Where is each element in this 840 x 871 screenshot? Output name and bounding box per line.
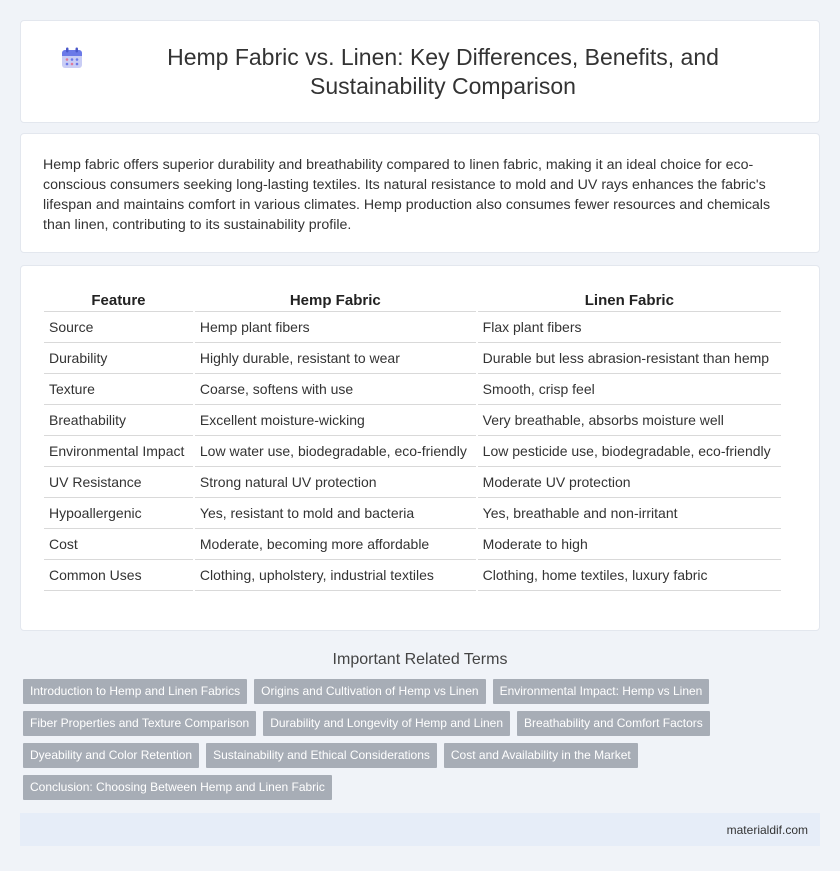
related-terms-title: Important Related Terms — [332, 651, 508, 668]
hemp-cell: Yes, resistant to mold and bacteria — [195, 498, 476, 529]
linen-cell: Very breathable, absorbs moisture well — [478, 405, 781, 436]
linen-cell: Yes, breathable and non-irritant — [478, 498, 781, 529]
linen-cell: Smooth, crisp feel — [478, 374, 781, 405]
linen-cell: Flax plant fibers — [478, 312, 781, 343]
page-title: Hemp Fabric vs. Linen: Key Differences, Benefits, and Sustainability Comparison — [167, 43, 719, 99]
comparison-table-card — [20, 265, 820, 631]
feature-cell: Common Uses — [44, 560, 193, 591]
table-row — [44, 374, 781, 405]
comparison-table — [42, 288, 783, 591]
related-term-link[interactable]: Conclusion: Choosing Between Hemp and Linen Fabric — [23, 775, 332, 800]
hemp-cell: Moderate, becoming more affordable — [195, 529, 476, 560]
related-term-link[interactable]: Breathability and Comfort Factors — [517, 711, 710, 736]
feature-cell: Source — [44, 312, 193, 343]
hemp-cell: Hemp plant fibers — [195, 312, 476, 343]
footer-site-link[interactable]: materialdif.com — [726, 822, 808, 837]
table-row — [44, 467, 781, 498]
table-row — [44, 436, 781, 467]
table-row — [44, 312, 781, 343]
feature-cell: Hypoallergenic — [44, 498, 193, 529]
summary-card — [20, 133, 820, 253]
summary-text: Hemp fabric offers superior durability and breathability compared to linen fabric, making it an ideal choice for eco-conscious consumers seeking long-lasting textiles. Its natural resistance to mold and UV rays enhances the fabric's lifespan and maintains comfort in various climates. Hemp production also consumes fewer resources and chemicals than linen, contributing to its sustainability profile. — [43, 157, 771, 233]
table-row — [44, 343, 781, 374]
feature-cell: Durability — [44, 343, 193, 374]
feature-cell: Texture — [44, 374, 193, 405]
table-row — [44, 529, 781, 560]
header-linen: Linen Fabric — [478, 288, 781, 312]
linen-cell: Low pesticide use, biodegradable, eco-friendly — [478, 436, 781, 467]
hemp-cell: Clothing, upholstery, industrial textiles — [195, 560, 476, 591]
title-wrap — [61, 43, 779, 101]
header-hemp: Hemp Fabric — [195, 288, 476, 312]
table-row — [44, 405, 781, 436]
table-row — [44, 498, 781, 529]
footer — [20, 813, 820, 846]
calendar-icon — [61, 47, 83, 69]
related-term-link[interactable]: Origins and Cultivation of Hemp vs Linen — [254, 679, 485, 704]
related-term-link[interactable]: Sustainability and Ethical Considerations — [206, 743, 437, 768]
table-header-row — [44, 288, 781, 312]
hemp-cell: Strong natural UV protection — [195, 467, 476, 498]
hemp-cell: Low water use, biodegradable, eco-friendly — [195, 436, 476, 467]
linen-cell: Moderate UV protection — [478, 467, 781, 498]
related-term-link[interactable]: Dyeability and Color Retention — [23, 743, 199, 768]
related-term-link[interactable]: Durability and Longevity of Hemp and Linen — [263, 711, 510, 736]
feature-cell: Environmental Impact — [44, 436, 193, 467]
feature-cell: UV Resistance — [44, 467, 193, 498]
linen-cell: Moderate to high — [478, 529, 781, 560]
hemp-cell: Highly durable, resistant to wear — [195, 343, 476, 374]
table-row — [44, 560, 781, 591]
linen-cell: Durable but less abrasion-resistant than hemp — [478, 343, 781, 374]
related-term-link[interactable]: Environmental Impact: Hemp vs Linen — [493, 679, 710, 704]
related-term-link[interactable]: Introduction to Hemp and Linen Fabrics — [23, 679, 247, 704]
linen-cell: Clothing, home textiles, luxury fabric — [478, 560, 781, 591]
hemp-cell: Coarse, softens with use — [195, 374, 476, 405]
feature-cell: Breathability — [44, 405, 193, 436]
related-terms-list — [20, 679, 820, 807]
hemp-cell: Excellent moisture-wicking — [195, 405, 476, 436]
related-term-link[interactable]: Fiber Properties and Texture Comparison — [23, 711, 256, 736]
related-term-link[interactable]: Cost and Availability in the Market — [444, 743, 638, 768]
header-feature: Feature — [44, 288, 193, 312]
feature-cell: Cost — [44, 529, 193, 560]
title-card — [20, 20, 820, 123]
